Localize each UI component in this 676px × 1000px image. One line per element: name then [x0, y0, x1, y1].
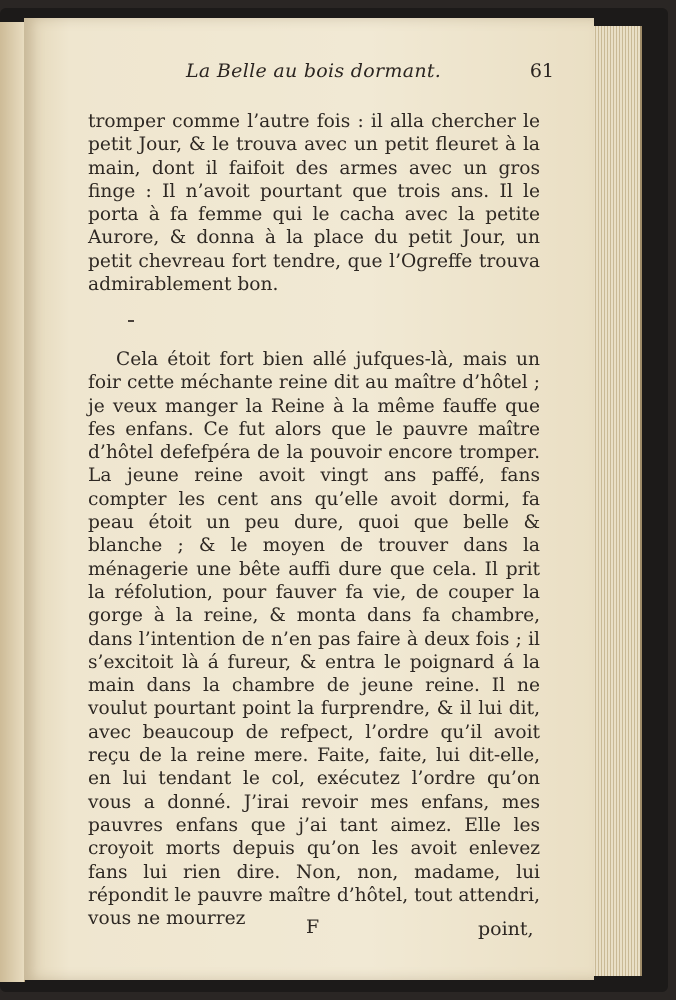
page-header	[174, 60, 554, 96]
page-number: 61	[529, 60, 554, 82]
running-title: La Belle au bois dormant.	[186, 60, 442, 82]
catchword: point,	[478, 918, 534, 940]
ink-mark	[128, 320, 134, 322]
page-block-edges	[590, 26, 642, 976]
facing-page-edge	[0, 22, 25, 982]
book-page	[24, 18, 594, 980]
paragraph-2: Cela étoit fort bien allé jufques-là, mais un foir cette méchante reine dit au maître d’hôtel ; je veux manger la Reine à la même fauffe que fes enfans. Ce fut alors que le pauvre maître d’hôtel defefpéra de la pouvoir encore tromper. La jeune reine avoit vingt ans paffé, fans compter les cent ans qu’elle avoit dormi, fa peau étoit un peu dure, quoi que belle & blanche ; & le moyen de trouver dans la ménagerie une bête auffi dure que cela. Il prit la réfolution, pour fauver fa vie, de couper la gorge à la reine, & monta dans fa chambre, dans l’intention de n’en pas faire à deux fois ; il s’excitoit là á fureur, & entra le poignard á la main dans la chambre de jeune reine. Il ne voulut pourtant point la furprendre, & il lui dit, avec beaucoup de refpect, l’ordre qu’il avoit reçu de la reine mere. Faite, faite, lui dit-elle, en lui tendant le col, exécutez l’ordre qu’on vous a donné. J’irai revoir mes enfans, mes pauvres enfans que j’ai tant aimez. Elle les croyoit morts depuis qu’on les avoit enlevez fans lui rien dire. Non, non, madame, lui répondit le pauvre maître d’hôtel, tout attendri, vous ne mourrez	[88, 349, 540, 930]
signature-mark: F	[306, 916, 320, 938]
paragraph-1: tromper comme l’autre fois : il alla chercher le petit Jour, & le trouva avec un petit fleuret à la main, dont il faifoit des armes avec un gros finge : Il n’avoit pourtant que trois ans. Il le porta à fa femme qui le cacha avec la petite Aurore, & donna à la place du petit Jour, un petit chevreau fort tendre, que l’Ogreffe trouva admirablement bon.	[88, 111, 540, 296]
